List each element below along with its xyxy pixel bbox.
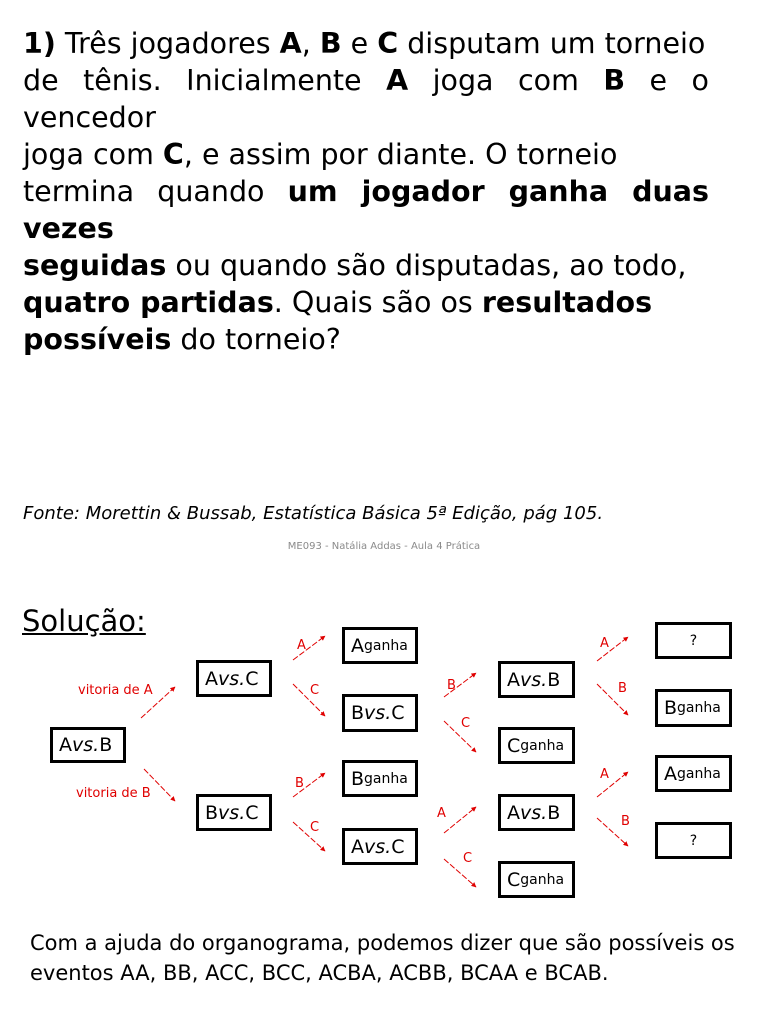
branch-label: B bbox=[295, 776, 304, 791]
branch-label: B bbox=[618, 681, 627, 696]
branch-label: B bbox=[621, 814, 630, 829]
node-text: B bbox=[547, 668, 561, 691]
node-text: vs. bbox=[520, 801, 548, 824]
node-text: C bbox=[507, 734, 521, 757]
node-avc-mid bbox=[342, 828, 418, 865]
node-text: ganha bbox=[677, 765, 721, 782]
text: joga com bbox=[23, 138, 163, 171]
node-question-2 bbox=[655, 822, 732, 859]
node-text: ganha bbox=[520, 737, 565, 754]
node-text: vs. bbox=[364, 835, 392, 858]
bold-text: um jogador ganha duas vezes bbox=[23, 175, 709, 245]
node-avb-top bbox=[498, 661, 575, 698]
node-text: B bbox=[205, 801, 219, 824]
bold-text: resultados bbox=[481, 286, 653, 319]
node-text: A bbox=[507, 668, 520, 691]
conclusion-line-2: eventos AA, BB, ACC, BCC, ACBA, ACBB, BCAA e BCAB. bbox=[30, 961, 609, 985]
arrow-avc2-a bbox=[444, 807, 476, 833]
arrow-bvc-c bbox=[293, 822, 325, 851]
node-text: C bbox=[391, 835, 405, 858]
branch-label: C bbox=[310, 683, 320, 698]
bold-text: seguidas bbox=[23, 249, 167, 282]
node-b-ganha-2 bbox=[655, 689, 732, 727]
label-vitoria-b: vitoria de B bbox=[76, 786, 151, 801]
node-avc-top bbox=[196, 660, 272, 697]
node-text: C bbox=[507, 868, 521, 891]
node-a-ganha-2 bbox=[655, 755, 732, 792]
node-text: vs. bbox=[218, 801, 246, 824]
slide-footer: ME093 - Natália Addas - Aula 4 Prática bbox=[287, 541, 481, 552]
node-text: vs. bbox=[364, 702, 392, 724]
text: disputam um torneio bbox=[398, 27, 706, 60]
text: , bbox=[301, 27, 320, 60]
bold-text: quatro partidas bbox=[23, 286, 274, 319]
node-text: C bbox=[245, 667, 259, 690]
player-b: B bbox=[603, 64, 626, 97]
text: de tênis. Inicialmente bbox=[23, 64, 387, 97]
branch-label: B bbox=[447, 678, 456, 693]
node-text: B bbox=[351, 767, 365, 790]
node-text: vs. bbox=[520, 668, 548, 691]
node-text: ? bbox=[689, 632, 698, 649]
node-text: B bbox=[547, 801, 561, 824]
text: Três jogadores bbox=[55, 27, 280, 60]
node-text: ganha bbox=[364, 637, 408, 654]
conclusion-text bbox=[30, 928, 750, 988]
node-text: C bbox=[245, 801, 259, 824]
conclusion-line-1: Com a ajuda do organograma, podemos dizer que são possíveis os bbox=[30, 931, 735, 955]
label-vitoria-a: vitoria de A bbox=[78, 683, 153, 698]
node-c-ganha-2 bbox=[498, 861, 575, 898]
branch-label: C bbox=[463, 851, 473, 866]
node-avb-bottom bbox=[498, 794, 575, 831]
node-text: A bbox=[351, 835, 364, 858]
node-root-avb bbox=[50, 727, 126, 763]
branch-label: C bbox=[461, 716, 471, 731]
node-text: B bbox=[99, 734, 113, 756]
player-c: C bbox=[162, 138, 184, 171]
node-text: A bbox=[507, 801, 520, 824]
branch-label: A bbox=[600, 767, 609, 782]
branch-label: A bbox=[600, 636, 609, 651]
node-text: A bbox=[205, 667, 218, 690]
text: , e assim por diante. O torneio bbox=[183, 138, 618, 171]
node-text: B bbox=[351, 702, 365, 724]
node-text: B bbox=[664, 697, 678, 719]
node-text: ganha bbox=[520, 871, 565, 888]
player-b: B bbox=[319, 27, 342, 60]
node-text: vs. bbox=[72, 734, 100, 756]
branch-label: C bbox=[310, 820, 320, 835]
node-text: A bbox=[351, 634, 364, 657]
node-bvc-bottom bbox=[196, 794, 272, 831]
node-bvc-mid bbox=[342, 694, 418, 732]
source-citation: Fonte: Morettin & Bussab, Estatística Básica 5ª Edição, pág 105. bbox=[23, 503, 604, 524]
node-text: ? bbox=[689, 832, 698, 849]
arrow-avc-c bbox=[293, 684, 325, 716]
node-text: ganha bbox=[364, 770, 408, 787]
player-a: A bbox=[386, 64, 409, 97]
node-a-ganha-1 bbox=[342, 627, 418, 664]
text: termina quando bbox=[23, 175, 288, 208]
text: e bbox=[341, 27, 378, 60]
solution-heading: Solução: bbox=[22, 604, 146, 638]
player-c: C bbox=[377, 27, 399, 60]
node-text: ganha bbox=[677, 700, 721, 716]
node-c-ganha-1 bbox=[498, 727, 575, 764]
player-a: A bbox=[279, 27, 302, 60]
text: . Quais são os bbox=[273, 286, 482, 319]
text: ou quando são disputadas, ao todo, bbox=[166, 249, 687, 282]
branch-label: A bbox=[297, 638, 306, 653]
node-text: A bbox=[59, 734, 72, 756]
node-question-1 bbox=[655, 622, 732, 659]
branch-label: A bbox=[437, 806, 446, 821]
node-b-ganha-1 bbox=[342, 760, 418, 797]
problem-number: 1) bbox=[23, 27, 56, 60]
bold-text: possíveis bbox=[23, 323, 172, 356]
text: e o vencedor bbox=[23, 64, 709, 134]
text: do torneio? bbox=[171, 323, 341, 356]
text: joga com bbox=[408, 64, 604, 97]
node-text: vs. bbox=[218, 667, 246, 690]
node-text: C bbox=[391, 702, 405, 724]
arrow-bvc2-c bbox=[444, 721, 476, 752]
node-text: A bbox=[664, 762, 677, 785]
